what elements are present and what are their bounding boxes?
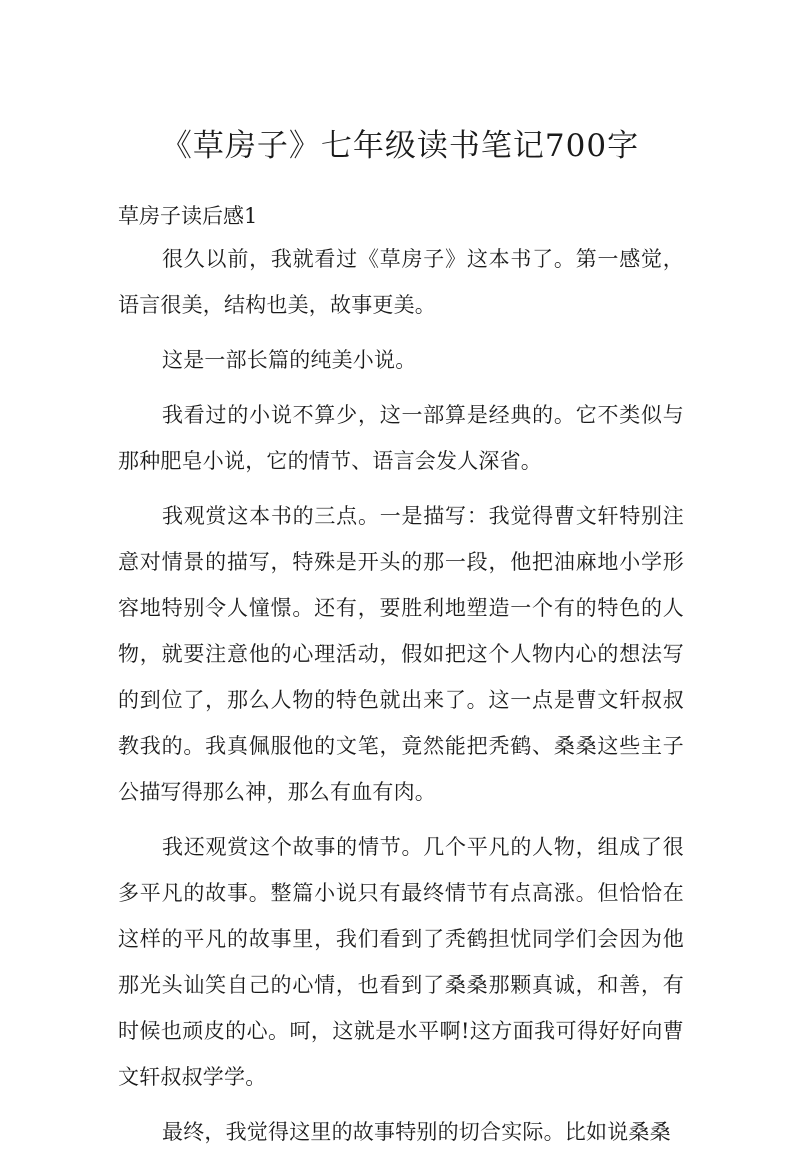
paragraph: 最终，我觉得这里的故事特别的切合实际。比如说桑桑 bbox=[162, 1120, 671, 1144]
paragraph: 这是一部长篇的纯美小说。 bbox=[162, 348, 417, 372]
paragraph: 我看过的小说不算少，这一部算是经典的。它不类似与那种肥皂小说，它的情节、语言会发人深省。 bbox=[118, 403, 684, 473]
paragraph: 很久以前，我就看过《草房子》这本书了。第一感觉，语言很美，结构也美，故事更美。 bbox=[118, 247, 684, 317]
paragraph: 我观赏这本书的三点。一是描写：我觉得曹文轩特别注意对情景的描写，特殊是开头的那一段，他把油麻地小学形容地特别令人憧憬。还有，要胜利地塑造一个有的特色的人物，就要注意他的心理活动，假如把这个人物内心的想法写的到位了，那么人物的特色就出来了。这一点是曹文轩叔叔教我的。我真佩服他的文笔，竟然能把秃鹤、桑桑这些主子公描写得那么神，那么有血有肉。 bbox=[118, 504, 684, 804]
paragraph: 我还观赏这个故事的情节。几个平凡的人物，组成了很多平凡的故事。整篇小说只有最终情节有点高涨。但恰恰在这样的平凡的故事里，我们看到了秃鹤担忧同学们会因为他那光头讪笑自己的心情，也看到了桑桑那颗真诚，和善，有时候也顽皮的心。呵，这就是水平啊!这方面我可得好好向曹文轩叔叔学学。 bbox=[118, 835, 684, 1089]
section-heading: 草房子读后感1 bbox=[118, 204, 258, 228]
document-body bbox=[118, 236, 684, 1164]
document-title: 《草房子》七年级读书笔记700字 bbox=[160, 128, 640, 164]
